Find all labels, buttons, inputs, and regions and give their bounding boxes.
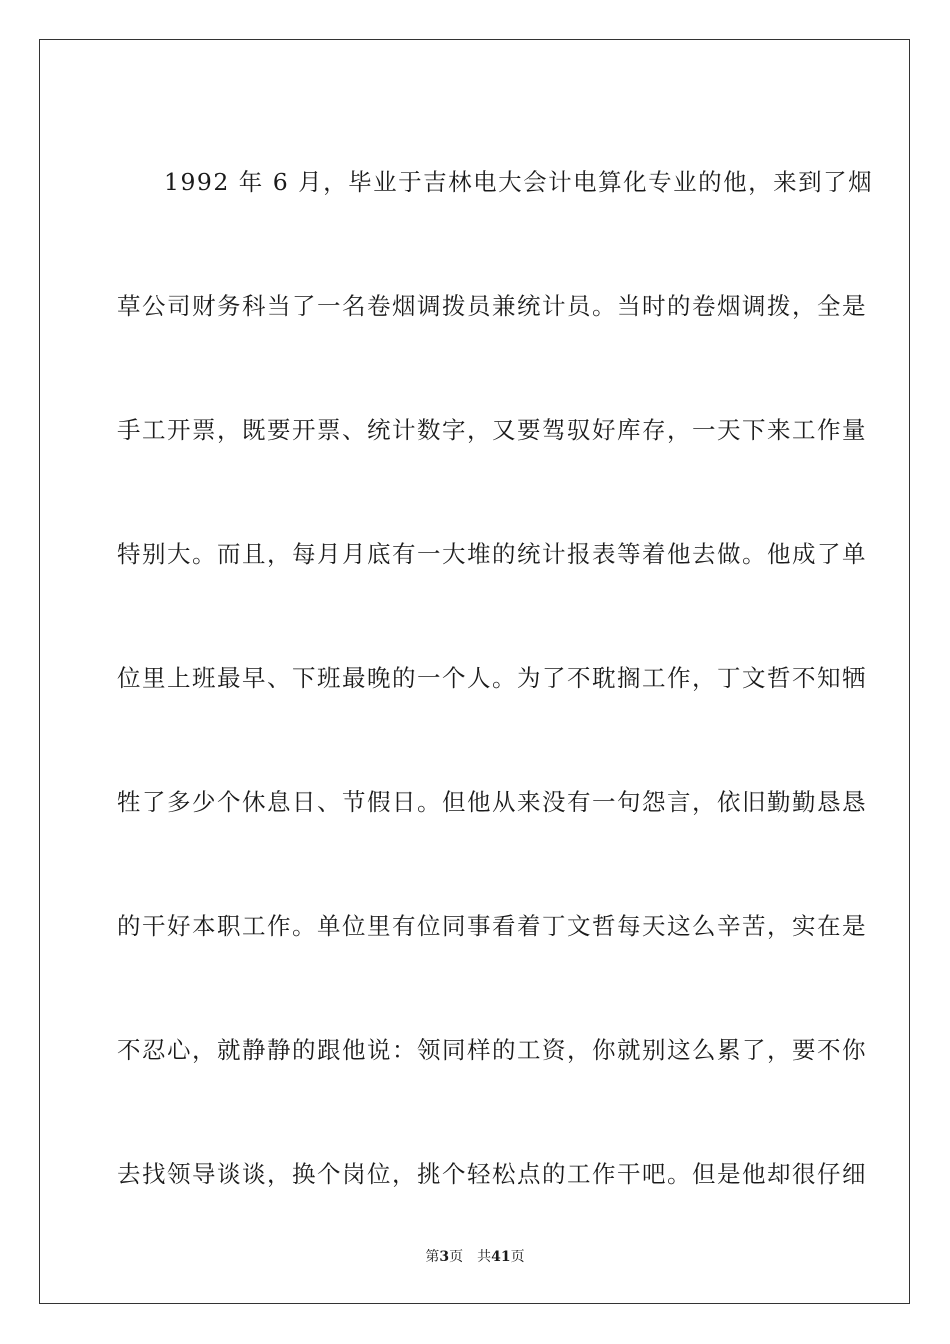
text-line: 牲了多少个休息日、节假日。但他从来没有一句怨言，依旧勤勤恳恳 bbox=[117, 788, 867, 816]
text-line: 去找领导谈谈，换个岗位，挑个轻松点的工作干吧。但是他却很仔细 bbox=[117, 1160, 867, 1188]
page-total: 41 bbox=[491, 1249, 511, 1265]
page-total-prefix: 共 bbox=[477, 1249, 492, 1265]
text-line: 特别大。而且，每月月底有一大堆的统计报表等着他去做。他成了单 bbox=[117, 540, 867, 568]
text-line: 的干好本职工作。单位里有位同事看着丁文哲每天这么辛苦，实在是 bbox=[117, 912, 867, 940]
text-line: 1992 年 6 月，毕业于吉林电大会计电算化专业的他，来到了烟 bbox=[164, 168, 874, 196]
page-total-suffix: 页 bbox=[510, 1249, 525, 1265]
page-number-suffix: 页 bbox=[449, 1249, 464, 1265]
text-line: 位里上班最早、下班最晚的一个人。为了不耽搁工作，丁文哲不知牺 bbox=[117, 664, 867, 692]
page-number-prefix: 第 bbox=[425, 1249, 440, 1265]
page-footer bbox=[0, 1246, 950, 1266]
text-line: 不忍心，就静静的跟他说：领同样的工资，你就别这么累了，要不你 bbox=[117, 1036, 867, 1064]
text-line: 草公司财务科当了一名卷烟调拨员兼统计员。当时的卷烟调拨，全是 bbox=[117, 292, 867, 320]
body-paragraph bbox=[117, 120, 874, 1236]
text-line: 手工开票，既要开票、统计数字，又要驾驭好库存，一天下来工作量 bbox=[117, 416, 867, 444]
page-number-current: 3 bbox=[439, 1249, 450, 1265]
